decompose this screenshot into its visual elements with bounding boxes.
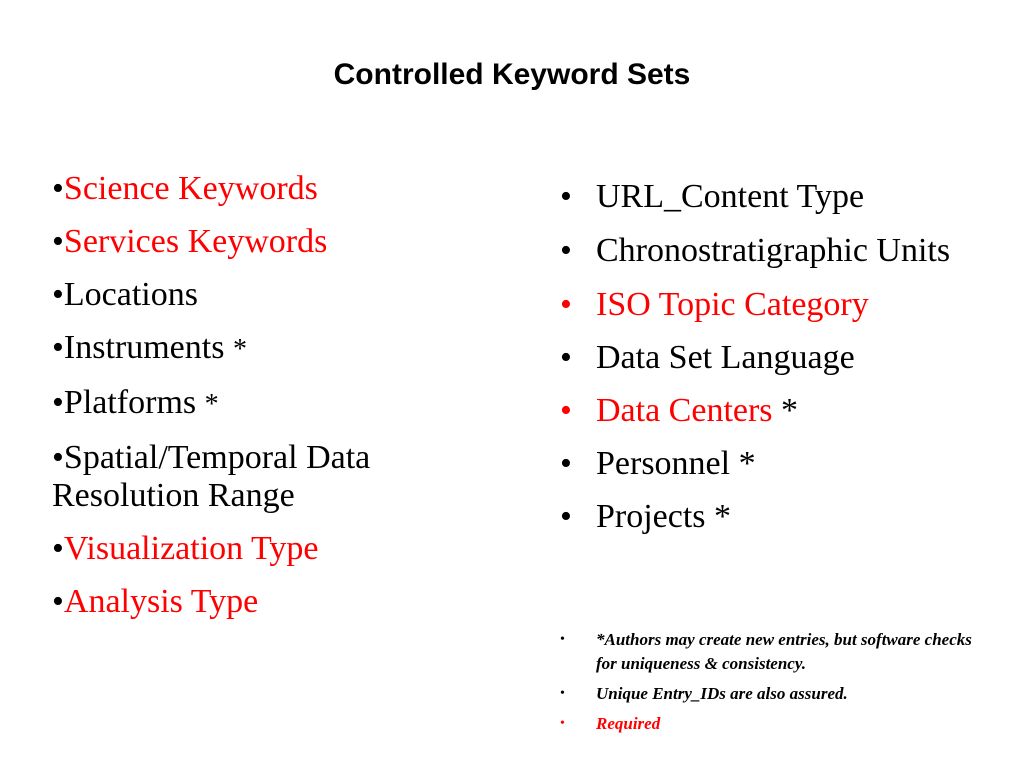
list-item-projects (556, 496, 996, 538)
bullet: • (52, 439, 64, 476)
item-label: Instruments (63, 329, 233, 366)
list-item-chronostratigraphic-units (556, 229, 996, 273)
right-keyword-list (556, 176, 996, 549)
item-label: Analysis Type (63, 583, 259, 620)
asterisk-mark: * (204, 389, 219, 420)
bullet: • (560, 286, 572, 323)
bullet: • (560, 445, 572, 482)
list-item-data-set-language (556, 337, 996, 379)
item-label: Data Set Language (596, 339, 855, 376)
list-item-iso-topic-category (556, 284, 996, 326)
bullet: • (52, 583, 64, 620)
list-item-data-centers (556, 390, 996, 432)
item-label: Locations (63, 276, 198, 313)
footnote-required (556, 712, 976, 736)
item-label: URL_Content Type (596, 178, 865, 215)
note-text: Required (596, 714, 661, 733)
note-text: *Authors may create new entries, but software checks for uniqueness & consistency. (596, 630, 972, 673)
bullet: • (560, 632, 565, 647)
bullet: • (560, 232, 572, 269)
slide-title: Controlled Keyword Sets (333, 58, 691, 91)
item-label: Data Centers (596, 392, 773, 429)
list-item-locations (52, 276, 482, 314)
footnote-unique-ids (556, 682, 976, 706)
bullet: • (52, 530, 64, 567)
bullet: • (560, 686, 565, 701)
bullet: • (560, 392, 572, 429)
bullet: • (52, 276, 64, 313)
footnotes (556, 628, 976, 742)
item-label: Visualization Type (63, 530, 319, 567)
item-label: ISO Topic Category (596, 286, 869, 323)
note-text: Unique Entry_IDs are also assured. (596, 684, 848, 703)
list-item-spatial-temporal (52, 439, 482, 515)
list-item-services-keywords (52, 223, 482, 261)
item-label: Personnel * (596, 445, 756, 482)
bullet: • (560, 498, 572, 535)
bullet: • (560, 339, 572, 376)
list-item-instruments (52, 329, 482, 369)
bullet: • (52, 329, 64, 366)
list-item-platforms (52, 384, 482, 424)
item-label: Platforms (63, 384, 205, 421)
asterisk-mark: * (232, 334, 247, 365)
item-label: Projects * (596, 498, 732, 535)
item-label: Science Keywords (63, 170, 318, 207)
item-label: Services Keywords (63, 223, 328, 260)
bullet: • (560, 716, 565, 731)
bullet: • (560, 178, 572, 215)
list-item-visualization-type (52, 530, 482, 568)
bullet: • (52, 223, 64, 260)
item-label: Chronostratigraphic Units (596, 232, 951, 269)
list-item-analysis-type (52, 583, 482, 621)
item-label: Spatial/Temporal Data Resolution Range (52, 439, 371, 514)
left-keyword-list (52, 170, 482, 636)
bullet: • (52, 170, 64, 207)
asterisk-mark: * (772, 392, 799, 429)
list-item-science-keywords (52, 170, 482, 208)
footnote-authors (556, 628, 976, 676)
list-item-personnel (556, 443, 996, 485)
bullet: • (52, 384, 64, 421)
list-item-url-content-type (556, 176, 996, 218)
